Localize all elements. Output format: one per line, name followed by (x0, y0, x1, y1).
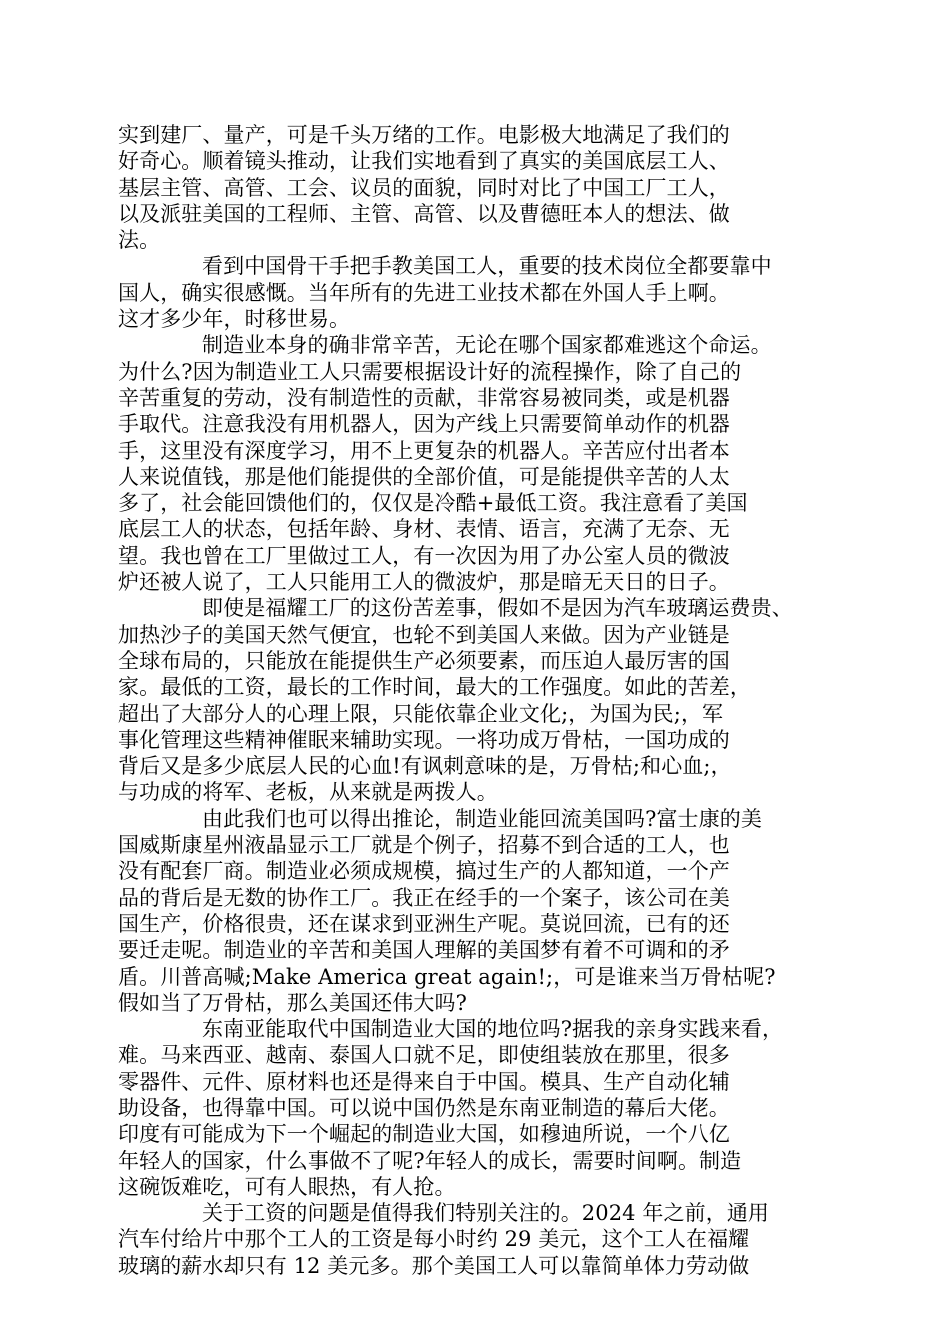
text-line: 东南亚能取代中国制造业大国的地位吗?据我的亲身实践来看， (202, 1017, 784, 1042)
text-line: 法。 (118, 228, 161, 253)
document-body (118, 122, 832, 1279)
text-line: 关于工资的问题是值得我们特别关注的。2024 年之前，通用 (202, 1201, 770, 1226)
text-line: 年轻人的国家，什么事做不了呢?年轻人的成长，需要时间啊。制造 (118, 1148, 742, 1173)
text-line: 多了，社会能回馈他们的，仅仅是冷酷+最低工资。我注意看了美国 (118, 491, 748, 516)
text-line: 国人，确实很感慨。当年所有的先进工业技术都在外国人手上啊。 (118, 280, 730, 305)
text-line: 难。马来西亚、越南、泰国人口就不足，即使组装放在那里，很多 (118, 1043, 730, 1068)
text-line: 要迁走呢。制造业的辛苦和美国人理解的美国梦有着不可调和的矛 (118, 938, 730, 963)
paragraph-6 (118, 1016, 832, 1200)
text-line: 基层主管、高管、工会、议员的面貌，同时对比了中国工厂工人， (118, 175, 730, 200)
text-line: 零器件、元件、原材料也还是得来自于中国。模具、生产自动化辅 (118, 1069, 730, 1094)
text-line: 这碗饭难吃，可有人眼热，有人抢。 (118, 1174, 456, 1199)
text-line: 好奇心。顺着镜头推动，让我们实地看到了真实的美国底层工人、 (118, 149, 730, 174)
text-line: 由此我们也可以得出推论，制造业能回流美国吗?富士康的美 (202, 806, 762, 831)
text-line: 背后又是多少底层人民的心血!有讽刺意味的是，万骨枯;和心血;， (118, 754, 732, 779)
text-line: 底层工人的状态，包括年龄、身材、表情、语言，充满了无奈、无 (118, 517, 730, 542)
text-line: 盾。川普高喊;Make America great again!;，可是谁来当万骨枯呢? (118, 964, 776, 989)
paragraph-7 (118, 1200, 832, 1279)
paragraph-2 (118, 253, 832, 332)
text-line: 事化管理这些精神催眠来辅助实现。一将功成万骨枯，一国功成的 (118, 727, 730, 752)
text-line: 与功成的将军、老板，从来就是两拨人。 (118, 780, 498, 805)
text-line: 助设备，也得靠中国。可以说中国仍然是东南亚制造的幕后大佬。 (118, 1095, 730, 1120)
text-line: 手，这里没有深度学习，用不上更复杂的机器人。辛苦应付出者本 (118, 438, 730, 463)
paragraph-3 (118, 332, 832, 595)
paragraph-1 (118, 122, 832, 253)
text-line: 加热沙子的美国天然气便宜，也轮不到美国人来做。因为产业链是 (118, 622, 730, 647)
text-line: 辛苦重复的劳动，没有制造性的贡献，非常容易被同类，或是机器 (118, 385, 730, 410)
text-line: 制造业本身的确非常辛苦，无论在哪个国家都难逃这个命运。 (202, 333, 772, 358)
text-line: 汽车付给片中那个工人的工资是每小时约 29 美元，这个工人在福耀 (118, 1227, 750, 1252)
text-line: 这才多少年，时移世易。 (118, 307, 351, 332)
text-line: 即使是福耀工厂的这份苦差事，假如不是因为汽车玻璃运费贵、 (202, 596, 793, 621)
text-line: 望。我也曾在工厂里做过工人，有一次因为用了办公室人员的微波 (118, 543, 730, 568)
text-line: 没有配套厂商。制造业必须成规模，搞过生产的人都知道，一个产 (118, 859, 730, 884)
paragraph-5 (118, 806, 832, 1016)
text-line: 国生产，价格很贵，还在谋求到亚洲生产呢。莫说回流，已有的还 (118, 911, 730, 936)
text-line: 假如当了万骨枯，那么美国还伟大吗? (118, 990, 467, 1015)
text-line: 为什么?因为制造业工人只需要根据设计好的流程操作，除了自己的 (118, 359, 742, 384)
text-line: 以及派驻美国的工程师、主管、高管、以及曹德旺本人的想法、做 (118, 201, 730, 226)
text-line: 品的背后是无数的协作工厂。我正在经手的一个案子，该公司在美 (118, 885, 730, 910)
text-line: 玻璃的薪水却只有 12 美元多。那个美国工人可以靠简单体力劳动做 (118, 1253, 750, 1278)
text-line: 人来说值钱，那是他们能提供的全部价值，可是能提供辛苦的人太 (118, 464, 730, 489)
text-line: 手取代。注意我没有用机器人，因为产线上只需要简单动作的机器 (118, 412, 730, 437)
paragraph-4 (118, 595, 832, 805)
text-line: 全球布局的，只能放在能提供生产必须要素，而压迫人最厉害的国 (118, 648, 730, 673)
text-line: 家。最低的工资，最长的工作时间，最大的工作强度。如此的苦差， (118, 675, 751, 700)
text-line: 国威斯康星州液晶显示工厂就是个例子，招募不到合适的工人，也 (118, 833, 730, 858)
text-line: 印度有可能成为下一个崛起的制造业大国，如穆迪所说，一个八亿 (118, 1122, 730, 1147)
text-line: 看到中国骨干手把手教美国工人，重要的技术岗位全都要靠中 (202, 254, 772, 279)
text-line: 超出了大部分人的心理上限，只能依靠企业文化;，为国为民;，军 (118, 701, 724, 726)
text-line: 实到建厂、量产，可是千头万绪的工作。电影极大地满足了我们的 (118, 123, 730, 147)
text-line: 炉还被人说了，工人只能用工人的微波炉，那是暗无天日的日子。 (118, 570, 730, 595)
